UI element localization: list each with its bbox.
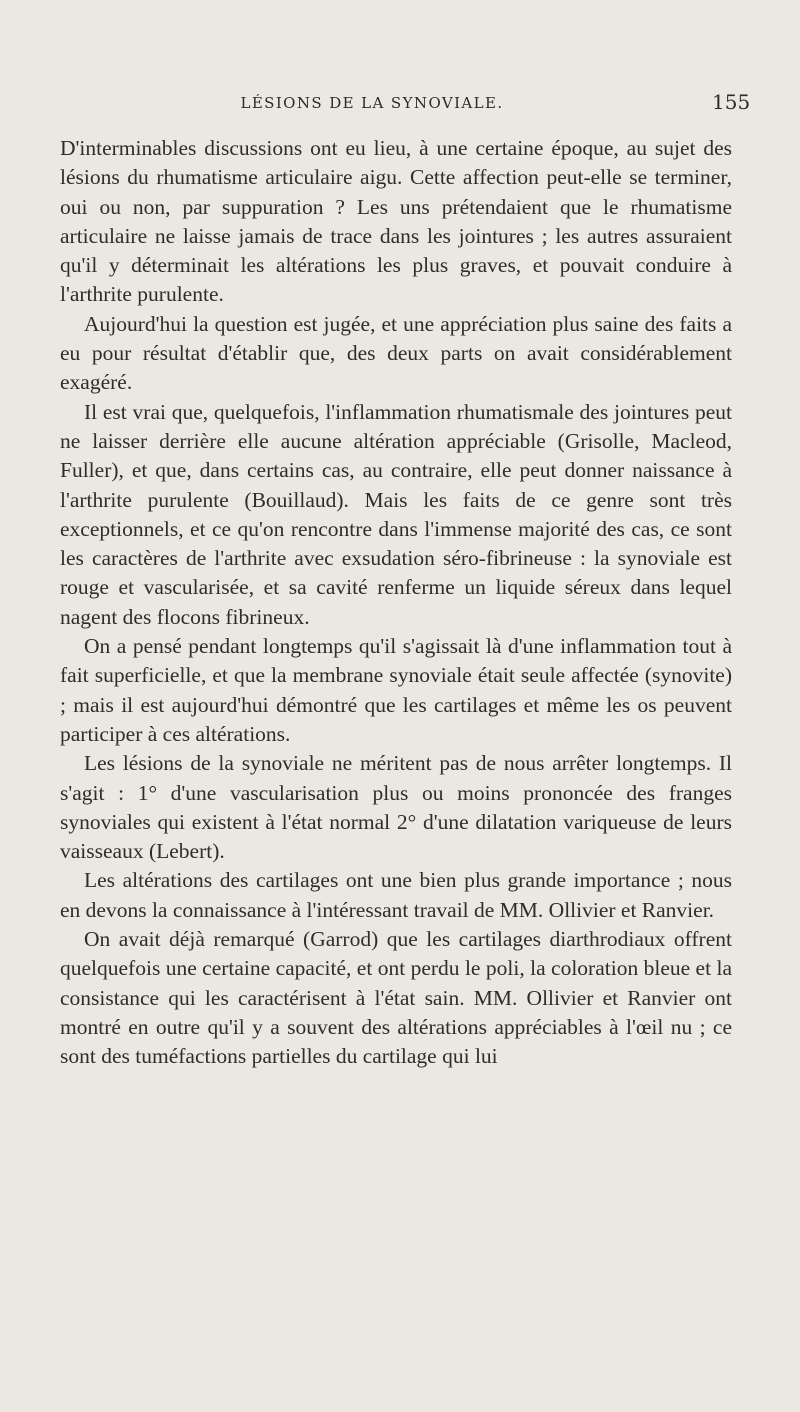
paragraph-6: Les altérations des cartilages ont une bien plus grande importance ; nous en devons la connaissance à l'intéressant travail de MM. Ollivier et Ranvier. <box>60 868 732 922</box>
page-header <box>0 88 800 120</box>
paragraph-4: On a pensé pendant longtemps qu'il s'agissait là d'une inflammation tout à fait superficielle, et que la membrane synoviale était seule affectée (synovite) ; mais il est aujourd'hui démontré que les cartilages et même les os peuvent participer à ces altérations. <box>60 634 732 746</box>
body-text <box>60 134 732 1072</box>
paragraph-2: Aujourd'hui la question est jugée, et une appréciation plus saine des faits a eu pour résultat d'établir que, des deux parts on avait considérablement exagéré. <box>60 311 732 395</box>
paragraph-1: D'interminables discussions ont eu lieu, à une certaine époque, au sujet des lésions du rhumatisme articulaire aigu. Cette affection peut-elle se terminer, oui ou non, par suppuration ? Les uns prétendaient que le rhumatisme articulaire ne laisse jamais de trace dans les jointures ; les autres assuraient qu'il y déterminait les altérations les plus graves, et pouvait conduire à l'arthrite purulente. <box>60 136 732 307</box>
paragraph-5: Les lésions de la synoviale ne méritent pas de nous arrêter longtemps. Il s'agit : 1° d'une vascularisation plus ou moins prononcée des franges synoviales qui existent à l'état normal 2° d'une dilatation variqueuse de leurs vaisseaux (Lebert). <box>60 751 732 864</box>
paragraph-3: Il est vrai que, quelquefois, l'inflammation rhumatismale des jointures peut ne laisser derrière elle aucune altération appréciable (Grisolle, Macleod, Fuller), et que, dans certains cas, au contraire, elle peut donner naissance à l'arthrite purulente (Bouillaud). Mais les faits de ce genre sont très exceptionnels, et ce qu'on rencontre dans l'immense majorité des cas, ce sont les caractères de l'arthrite avec exsudation séro-fibrineuse : la synoviale est rouge et vascularisée, et sa cavité renferme un liquide séreux dans lequel nagent des flocons fibrineux. <box>60 399 732 629</box>
page-number: 155 <box>712 90 751 114</box>
paragraph-7: On avait déjà remarqué (Garrod) que les cartilages diarthrodiaux offrent quelquefois une certaine capacité, et ont perdu le poli, la coloration bleue et la consistance qui les caractérisent à l'état sain. MM. Ollivier et Ranvier ont montré en outre qu'il y a souvent des altérations appréciables à l'œil nu ; ce sont des tuméfactions partielles du cartilage qui lui <box>60 927 732 1069</box>
running-head: LÉSIONS DE LA SYNOVIALE. <box>240 94 504 112</box>
